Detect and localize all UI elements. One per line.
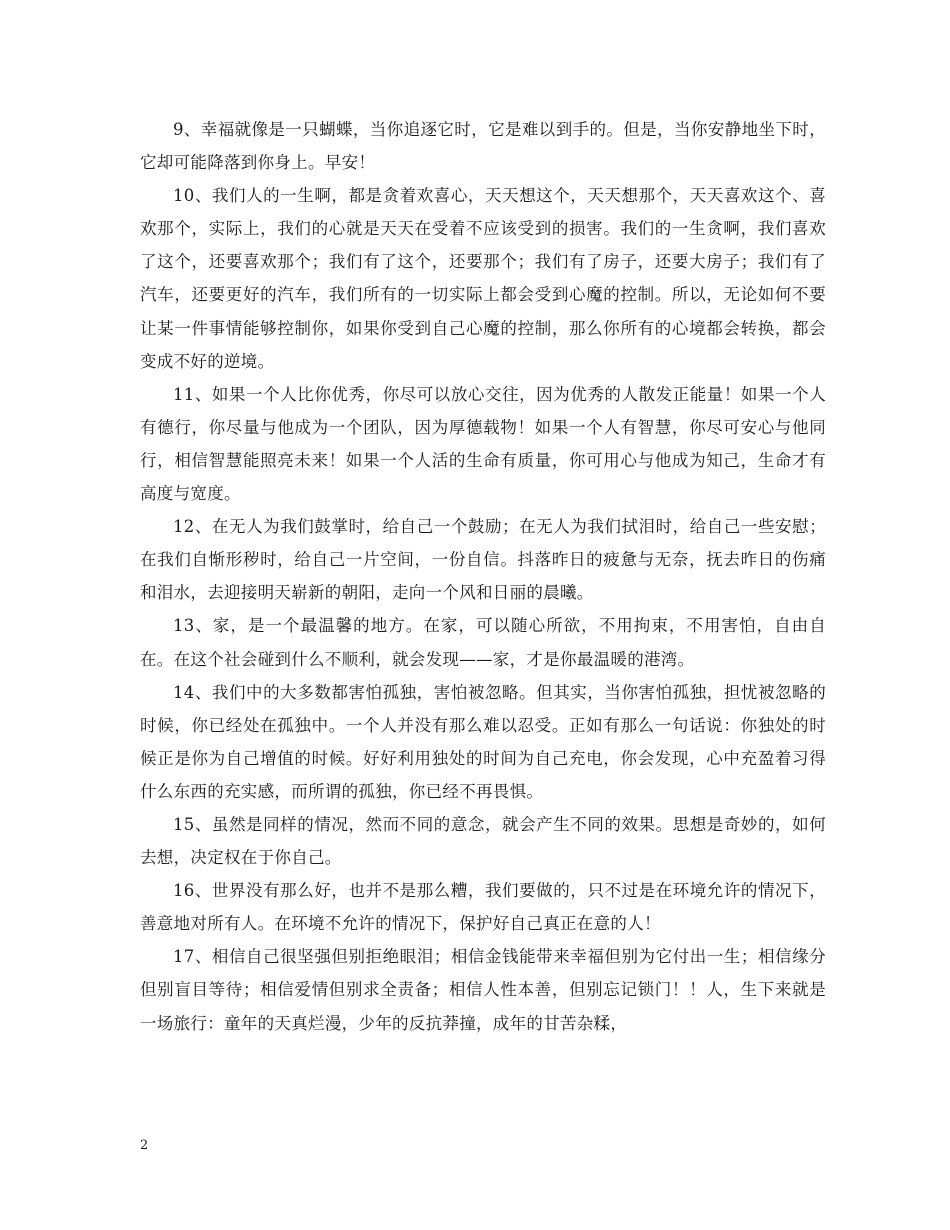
paragraph-14: 14、我们中的大多数都害怕孤独，害怕被忽略。但其实，当你害怕孤独，担忧被忽略的时候，你已经处在孤独中。一个人并没有那么难以忍受。正如有那么一句话说：你独处的时候正是你为自己增值的时候。好好利用独处的时间为自己充电，你会发现，心中充盈着习得什么东西的充实感，而所谓的孤独，你已经不再畏惧。 — [140, 682, 826, 801]
paragraph-16: 16、世界没有那么好，也并不是那么糟，我们要做的，只不过是在环境允许的情况下，善意地对所有人。在环境不允许的情况下，保护好自己真正在意的人！ — [140, 881, 826, 934]
paragraph-10: 10、我们人的一生啊，都是贪着欢喜心，天天想这个，天天想那个，天天喜欢这个、喜欢那个，实际上，我们的心就是天天在受着不应该受到的损害。我们的一生贪啊，我们喜欢了这个，还要喜欢那个；我们有了这个，还要那个；我们有了房子，还要大房子；我们有了汽车，还要更好的汽车，我们所有的一切实际上都会受到心魔的控制。所以，无论如何不要让某一件事情能够控制你，如果你受到自己心魔的控制，那么你所有的心境都会转换，都会变成不好的逆境。 — [140, 186, 826, 371]
page-number: 2 — [140, 1138, 149, 1153]
paragraph-12: 12、在无人为我们鼓掌时，给自己一个鼓励；在无人为我们拭泪时，给自己一些安慰；在我们自惭形秽时，给自己一片空间，一份自信。抖落昨日的疲惫与无奈，抚去昨日的伤痛和泪水，去迎接明天崭新的朝阳，走向一个风和日丽的晨曦。 — [140, 517, 826, 603]
paragraph-9: 9、幸福就像是一只蝴蝶，当你追逐它时，它是难以到手的。但是，当你安静地坐下时，它却可能降落到你身上。早安！ — [140, 120, 826, 173]
paragraph-15: 15、虽然是同样的情况，然而不同的意念，就会产生不同的效果。思想是奇妙的，如何去想，决定权在于你自己。 — [140, 814, 826, 868]
paragraph-17: 17、相信自己很坚强但别拒绝眼泪；相信金钱能带来幸福但别为它付出一生；相信缘分但别盲目等待；相信爱情但别求全责备；相信人性本善，但别忘记锁门！！人，生下来就是一场旅行：童年的天真烂漫，少年的反抗莽撞，成年的甘苦杂糅， — [140, 947, 826, 1033]
paragraph-11: 11、如果一个人比你优秀，你尽可以放心交往，因为优秀的人散发正能量！如果一个人有德行，你尽量与他成为一个团队，因为厚德载物！如果一个人有智慧，你尽可安心与他同行，相信智慧能照亮未来！如果一个人活的生命有质量，你可用心与他成为知己，生命才有高度与宽度。 — [140, 384, 826, 504]
document-body — [140, 113, 826, 1040]
paragraph-13: 13、家，是一个最温馨的地方。在家，可以随心所欲，不用拘束，不用害怕，自由自在。在这个社会碰到什么不顺利，就会发现——家，才是你最温暖的港湾。 — [140, 616, 826, 669]
